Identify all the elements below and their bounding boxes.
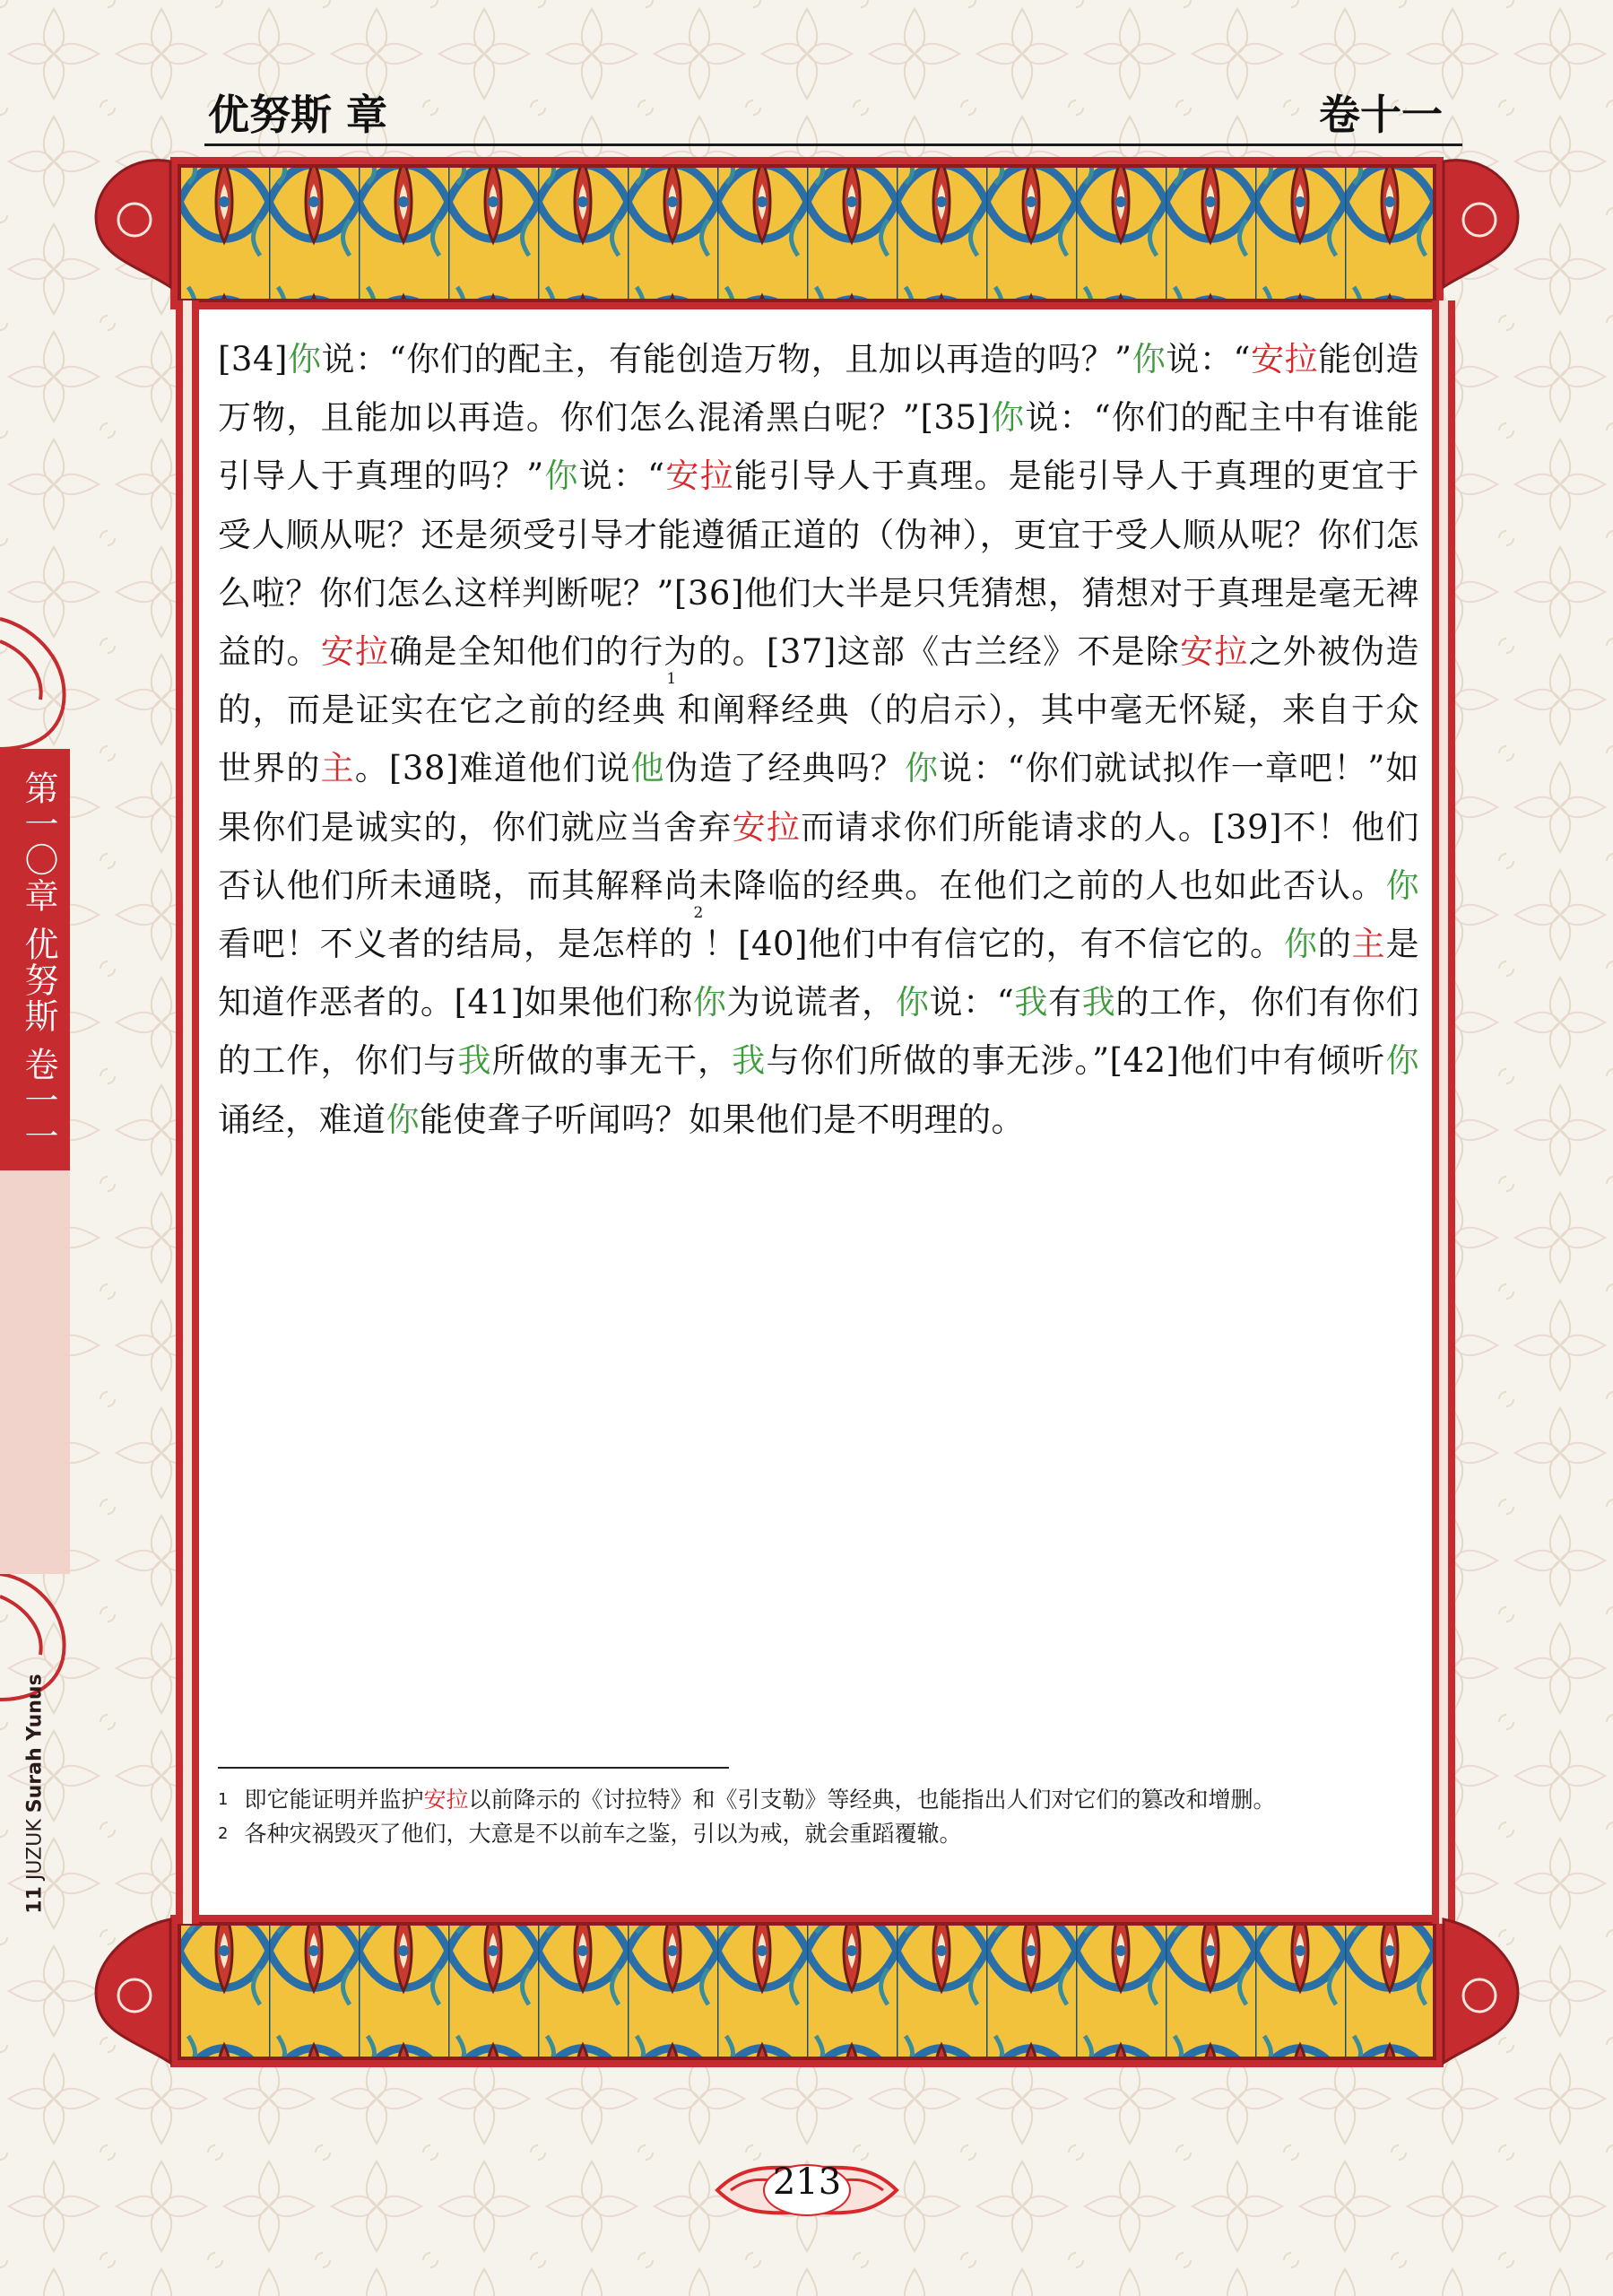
text-run: 你 <box>904 749 940 788</box>
footnote-text: 以前降示的《讨拉特》和《引支勒》等经典，也能指出人们对它们的篡改和增删。 <box>468 1787 1276 1813</box>
text-run: 我 <box>457 1041 492 1081</box>
juz-number: 11 <box>23 1886 47 1914</box>
text-run: 所做的事无干， <box>491 1041 733 1081</box>
side-tab-pink <box>0 1170 70 1914</box>
text-run: 说：“你们的配主中有谁能引导人于真理的吗？” <box>218 398 1419 496</box>
text-run: ！[40]他们中有信它的，有不信它的。 <box>703 925 1284 964</box>
text-run: 安拉 <box>1250 340 1319 378</box>
text-run: 确是全知他们的行为的。[37]这部《古兰经》不是除 <box>389 632 1181 672</box>
text-run: 主 <box>1351 925 1386 964</box>
footnote-text: 安拉 <box>423 1787 469 1813</box>
surah-title: 优努斯 章 <box>208 91 388 139</box>
text-run: 。[38]难道他们说 <box>354 749 631 788</box>
text-run: 安拉 <box>732 807 802 847</box>
page-number: 213 <box>772 2161 842 2203</box>
text-run: 伪造了经典吗？ <box>664 749 905 788</box>
text-run: 安拉 <box>664 457 734 496</box>
text-run: 能创造万物，且能加以再造。你们怎么混淆黑白呢？”[35] <box>218 340 1420 438</box>
text-run: 说：“你们就试拟作一章吧！”如果你们是诚实的，你们就应当舍弃 <box>218 749 1420 847</box>
text-run: 我 <box>1081 983 1116 1022</box>
side-tab-chapter-label: 第一〇章 优努斯 卷一一 <box>19 770 58 1155</box>
text-run: 之外被伪造的，而是证实在它之前的经典 <box>218 632 1420 730</box>
text-run: 你 <box>1385 1041 1420 1081</box>
text-run: 你 <box>895 983 930 1022</box>
side-tab-english <box>0 1601 70 1987</box>
footnote-ref[interactable]: 1 <box>666 670 677 689</box>
text-run: 能引导人于真理。是能引导人于真理的更宜于受人顺从呢？还是须受引导才能遵循正道的（伪神），更宜于受人顺从呢？你们怎么啦？你们怎么这样判断呢？”[36]他们大半是只凭猜想，猜想对于真理是毫无裨益的。 <box>218 457 1420 672</box>
text-run: 我 <box>732 1041 767 1081</box>
footnote-1 <box>218 1783 1419 1817</box>
page-number-badge <box>708 2145 906 2235</box>
text-run: 你 <box>1283 925 1318 964</box>
footnote-number: 1 <box>218 1790 229 1809</box>
side-tab-red <box>0 749 70 1170</box>
text-run: 安拉 <box>1180 632 1249 672</box>
text-run: 你 <box>1132 340 1166 378</box>
footnote-ref[interactable]: 2 <box>693 904 704 923</box>
text-run: 你 <box>1385 865 1419 905</box>
text-run: 看吧！不义者的结局，是怎样的 <box>218 925 694 964</box>
footnote-text: 各种灾祸毁灭了他们，大意是不以前车之鉴，引以为戒，就会重蹈覆辙。 <box>244 1821 962 1847</box>
text-run: 你 <box>287 340 322 378</box>
footnote-divider <box>218 1767 729 1769</box>
side-chapter-tab <box>0 749 70 1914</box>
text-run: 能使聋子听闻吗？如果他们是不明理的。 <box>420 1100 1025 1139</box>
footnote-text: 即它能证明并监护 <box>244 1787 424 1813</box>
text-run: [34] <box>218 340 288 378</box>
text-run: 的工作，你们有你们的工作，你们与 <box>218 983 1420 1081</box>
text-run: 为说谎者， <box>726 983 896 1022</box>
text-run: 是知道作恶者的。[41]如果他们称 <box>218 925 1420 1022</box>
text-run: 说：“你们的配主，有能创造万物，且加以再造的吗？” <box>321 340 1132 378</box>
text-run: 诵经，难道 <box>218 1100 386 1139</box>
side-tab-english-label <box>24 1674 47 1913</box>
verse-text <box>218 330 1419 1149</box>
header-divider <box>204 144 1462 146</box>
text-run: 说：“ <box>929 983 1015 1022</box>
text-run: 说：“ <box>578 457 665 496</box>
text-run: 我 <box>1014 983 1049 1022</box>
page-header <box>0 83 1613 154</box>
text-run: 他 <box>630 749 665 788</box>
text-run: 有 <box>1048 983 1082 1022</box>
text-run: 你 <box>543 457 579 496</box>
footnote-number: 2 <box>218 1824 229 1843</box>
juz-title: 卷十一 <box>1319 91 1443 139</box>
text-run: 你 <box>692 983 727 1022</box>
footnote-2 <box>218 1817 1419 1851</box>
text-run: 的 <box>1317 925 1352 964</box>
text-run: 说：“ <box>1166 340 1251 378</box>
text-run: 与你们所做的事无涉。”[42]他们中有倾听 <box>766 1041 1386 1081</box>
text-run: 主 <box>320 749 355 788</box>
surah-label: Surah Yunus <box>23 1674 47 1813</box>
footnotes <box>218 1783 1419 1851</box>
text-run: 你 <box>386 1100 420 1139</box>
text-run: 而请求你们所能请求的人。[39]不！他们否认他们所未通晓，而其解释尚未降临的经典。在他们之前的人也如此否认。 <box>218 807 1420 905</box>
text-run: 你 <box>990 398 1026 438</box>
text-run: 安拉 <box>320 632 390 672</box>
juz-label: JUZUK <box>23 1819 47 1881</box>
text-run: 和阐释经典（的启示），其中毫无怀疑，来自于众世界的 <box>218 691 1420 788</box>
